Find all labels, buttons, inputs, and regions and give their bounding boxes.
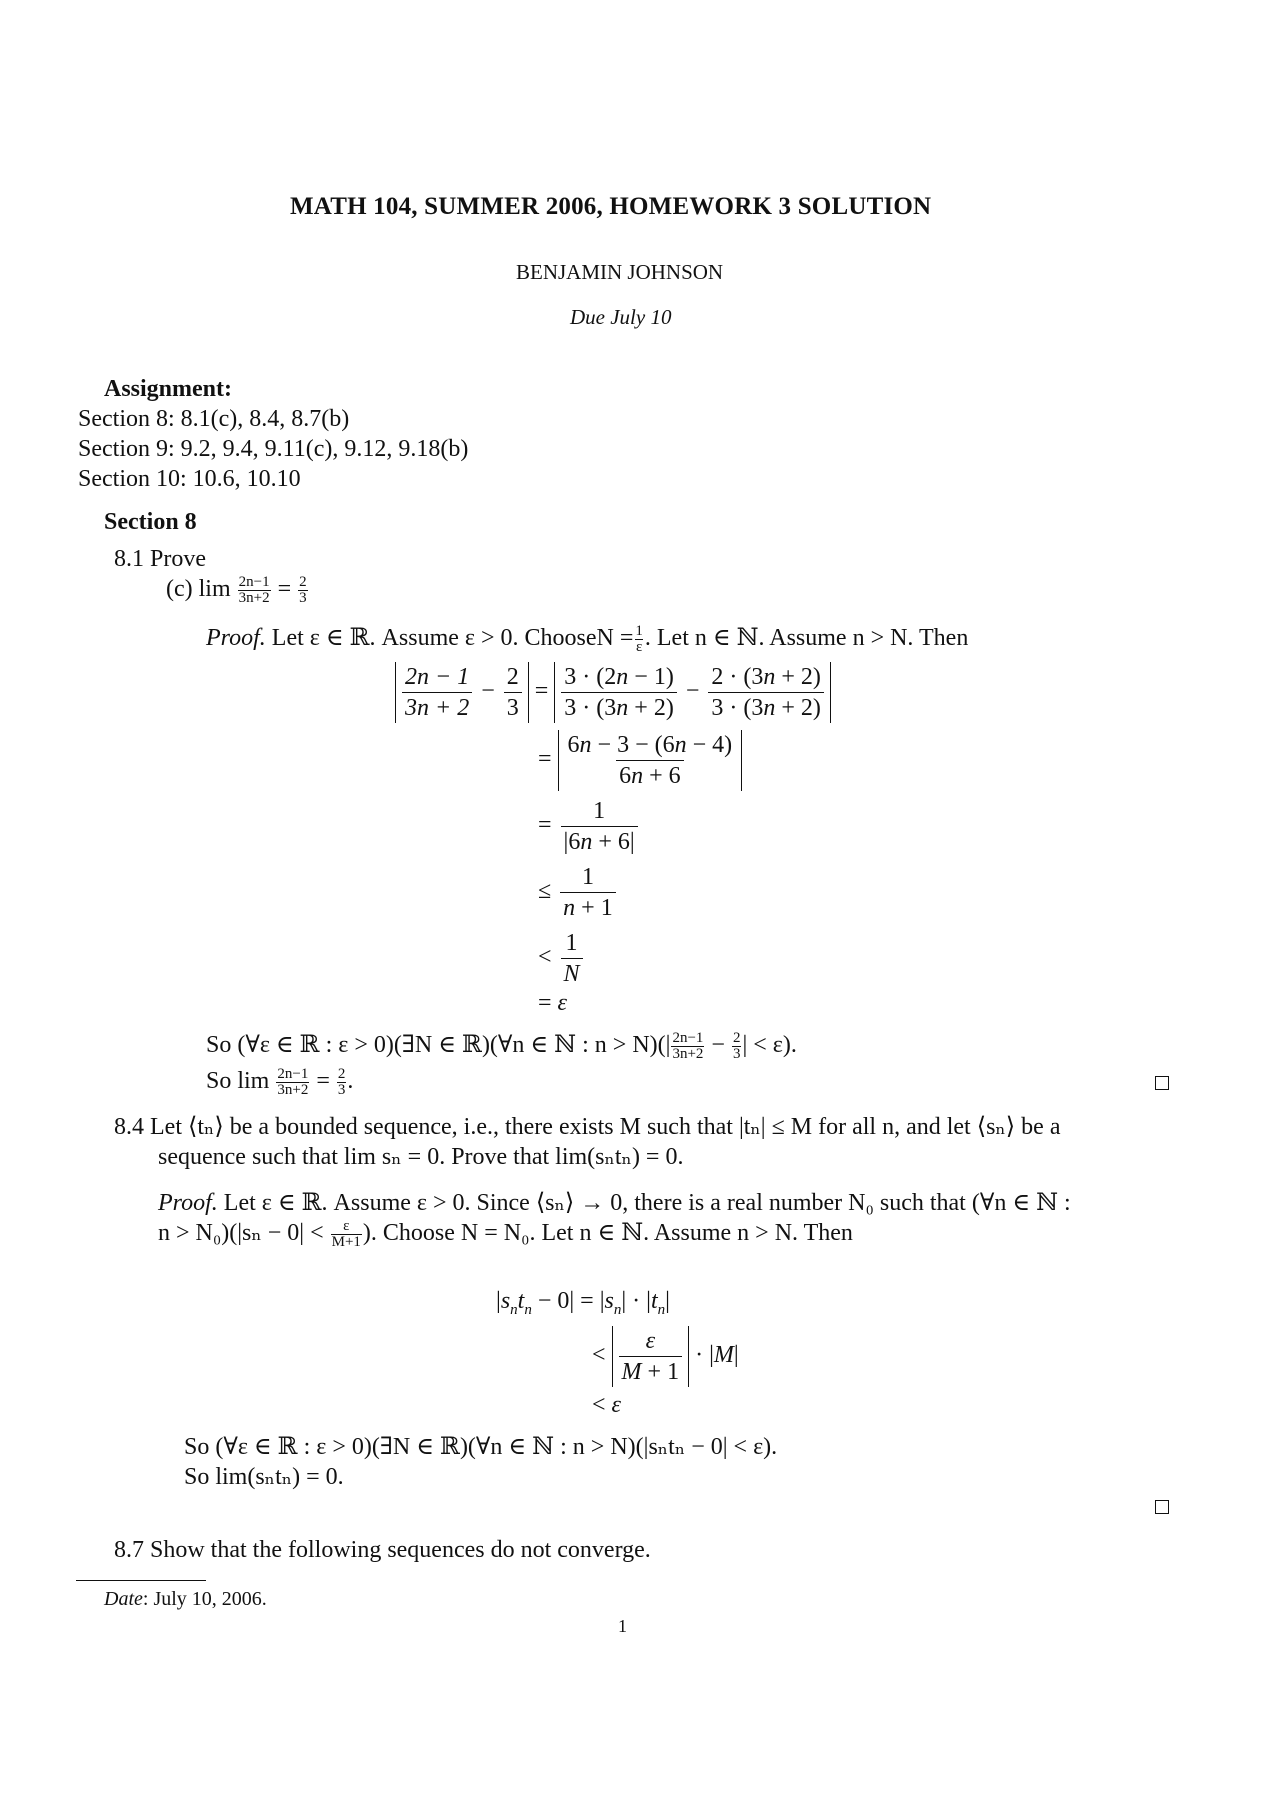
problem-statement: Let ⟨tₙ⟩ be a bounded sequence, i.e., there exists M such that |tₙ| ≤ M for all n, and let ⟨sₙ⟩ be a [150, 1114, 1061, 1140]
footnote-value: : July 10, 2006. [142, 1588, 267, 1610]
qed-square-icon [1155, 1500, 1169, 1514]
proof-8-1-conclusion-1: So (∀ε ∈ ℝ : ε > 0)(∃N ∈ ℝ)(∀n ∈ ℕ : n > N)(| $\frac{2n-1}{3n+2}$ − $\frac{2}{3}$ | < ε). [206, 1029, 797, 1062]
proof-8-4-conclusion-2: So lim(sₙtₙ) = 0. [184, 1464, 344, 1490]
proof-label: Proof. [158, 1190, 218, 1216]
equation-8-1-line-1: $\frac{2n - 1}{3n + 2}$ − $\frac{2}{3}$ = $\frac{3 \cdot (2n - 1)}{3 \cdot (3n + 2)}$ − $\frac{2 \cdot (3n + 2)}{3 \cdot (3n + 2)}$ [395, 662, 831, 723]
equation-8-1-line-4: ≤ $\frac{1}{n + 1}$ [538, 862, 619, 923]
equation-8-1-line-3: = $\frac{1}{|6n + 6|}$ [538, 796, 641, 857]
proof-text-2: ). Choose N = N₀. Let n ∈ ℕ. Assume n > N. Then [362, 1220, 853, 1246]
proof-text: Let ε ∈ ℝ. Assume ε > 0. ChooseN = [271, 625, 634, 651]
footnote-label: Date [104, 1588, 143, 1610]
problem-8-1-header [114, 544, 206, 574]
qed-square-icon [1155, 1076, 1169, 1090]
problem-8-7 [114, 1535, 651, 1565]
problem-8-4-line-1 [114, 1112, 1060, 1142]
assignment-line-2: Section 9: 9.2, 9.4, 9.11(c), 9.12, 9.18(b) [78, 436, 469, 462]
conclusion-text: So (∀ε ∈ ℝ : ε > 0)(∃N ∈ ℝ)(∀n ∈ ℕ : n > N)(| [206, 1032, 671, 1058]
proof-text: n > N₀)(|sₙ − 0| < [158, 1220, 324, 1246]
equation-8-1-line-6: = ε [538, 990, 568, 1016]
equation-8-4-line-2: < $\frac{\varepsilon}{M + 1}$ · |M| [592, 1328, 739, 1385]
equation-8-1-line-2: = $\frac{6n - 3 - (6n - 4)}{6n + 6}$ [538, 730, 742, 791]
equation-8-1-line-5: < $\frac{1}{N}$ [538, 928, 586, 989]
due-date: Due July 10 [570, 305, 672, 329]
part-label: (c) [166, 576, 193, 602]
assignment-heading: Assignment: [104, 376, 233, 402]
page-number: 1 [618, 1616, 627, 1636]
problem-statement: Show that the following sequences do not converge. [150, 1537, 651, 1563]
proof-8-1-intro: Proof. Let ε ∈ ℝ. Assume ε > 0. ChooseN = $\frac{1}{\varepsilon}$ . Let n ∈ ℕ. Assume n > N. Then [206, 622, 969, 655]
problem-label: Prove [150, 546, 206, 572]
section-heading: Section 8 [104, 509, 197, 535]
problem-8-1c: (c) lim $\frac{2n-1}{3n+2}$ = $\frac{2}{3}$ [166, 573, 307, 606]
proof-8-4-conclusion-1: So (∀ε ∈ ℝ : ε > 0)(∃N ∈ ℝ)(∀n ∈ ℕ : n > N)(|sₙtₙ − 0| < ε). [184, 1434, 778, 1460]
footnote-rule [76, 1580, 206, 1581]
equation-8-4-line-1: $|s_nt_n - 0| = |s_n| \cdot |t_n|$ [496, 1288, 670, 1318]
footnote [104, 1588, 267, 1611]
proof-label: Proof. [206, 625, 266, 651]
proof-text-2: . Let n ∈ ℕ. Assume n > N. Then [644, 625, 969, 651]
equation-8-4-line-3: < ε [592, 1392, 622, 1418]
proof-8-1-conclusion-2: So lim $\frac{2n-1}{3n+2}$ = $\frac{2}{3}$ . [206, 1065, 354, 1098]
proof-8-4-line-2: n > N₀)(|sₙ − 0| < $\frac{\varepsilon}{M+1}$ ). Choose N = N₀. Let n ∈ ℕ. Assume n > N. Then [158, 1217, 853, 1250]
conclusion-text-end: | < ε). [742, 1032, 797, 1058]
proof-text: Let ε ∈ ℝ. Assume ε > 0. Since ⟨sₙ⟩ → 0, there is a real number N₀ such that (∀n ∈ ℕ : [223, 1190, 1071, 1216]
conclusion-text: So lim [206, 1068, 270, 1094]
proof-8-4-line-1 [158, 1188, 1071, 1218]
paper-title: MATH 104, SUMMER 2006, HOMEWORK 3 SOLUTION [290, 193, 932, 220]
author-name: BENJAMIN JOHNSON [516, 260, 724, 284]
assignment-line-3: Section 10: 10.6, 10.10 [78, 466, 301, 492]
assignment-line-1: Section 8: 8.1(c), 8.4, 8.7(b) [78, 406, 350, 432]
problem-number: 8.4 [114, 1114, 144, 1140]
problem-number: 8.7 [114, 1537, 144, 1563]
problem-8-4-line-2: sequence such that lim sₙ = 0. Prove that lim(sₙtₙ) = 0. [158, 1144, 684, 1170]
problem-number: 8.1 [114, 546, 144, 572]
